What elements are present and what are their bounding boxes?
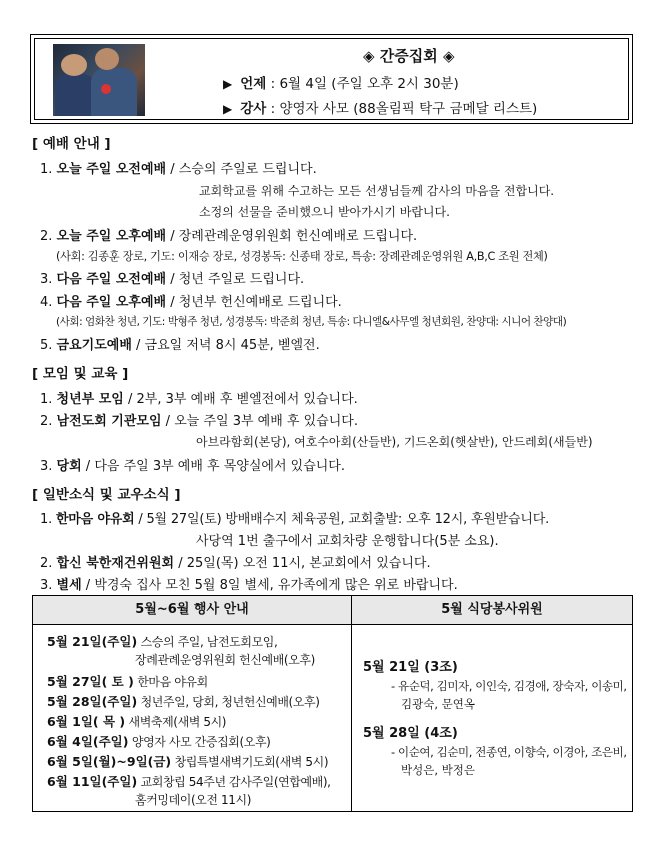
worship-item-2-note: (사회: 김종훈 장로, 기도: 이재승 장로, 성경봉독: 신종태 장로, 특송: 장례관례운영위원 A,B,C 조원 전체): [56, 250, 548, 263]
worship-item-5: 5. 금요기도예배 / 금요일 저녁 8시 45분, 벧엘전.: [40, 338, 320, 353]
news-item-1-sub: 사당역 1번 출구에서 교회차량 운행합니다(5분 소요).: [196, 534, 499, 549]
news-item-1: 1. 한마음 야유회 / 5월 27일(토) 방배배수지 체육공원, 교회출발: 오후 12시, 후원받습니다.: [40, 512, 550, 527]
event-row: 6월 5일(월)~9일(금) 창립특별새벽기도회(새벽 5시): [47, 754, 329, 769]
service-date: 5월 21일 (3조): [363, 660, 458, 675]
service-names: 김광숙, 문연옥: [401, 697, 475, 711]
news-section-title: [ 일반소식 및 교우소식 ]: [32, 487, 181, 503]
meeting-section-title: [ 모임 및 교육 ]: [32, 366, 129, 382]
worship-item-3: 3. 다음 주일 오전예배 / 청년 주일로 드립니다.: [40, 272, 305, 287]
meeting-item-3: 3. 당회 / 다음 주일 3부 예배 후 목양실에서 있습니다.: [40, 459, 345, 474]
speaker-line: ▶ 강사 : 양영자 사모 (88올림픽 탁구 금메달 리스트): [223, 101, 538, 117]
event-row: 5월 21일(주일) 스승의 주일, 남전도회모임,: [47, 634, 278, 649]
worship-item-1-sub1: 교회학교를 위해 수고하는 모든 선생님들께 감사의 마음을 전합니다.: [199, 184, 555, 198]
meeting-item-2-sub: 아브라함회(본당), 여호수아회(산들반), 기드온회(햇살반), 안드레회(새들반): [196, 435, 593, 449]
triangle-right-icon: ▶: [223, 77, 233, 91]
meeting-item-1: 1. 청년부 모임 / 2부, 3부 예배 후 벧엘전에서 있습니다.: [40, 392, 358, 407]
meeting-item-2: 2. 남전도회 기관모임 / 오늘 주일 3부 예배 후 있습니다.: [40, 414, 358, 429]
worship-item-1: 1. 오늘 주일 오전예배 / 스승의 주일로 드립니다.: [40, 162, 317, 177]
table-divider: [351, 596, 352, 811]
events-header: 5월~6월 행사 안내: [33, 596, 351, 625]
worship-item-4: 4. 다음 주일 오후예배 / 청년부 헌신예배로 드립니다.: [40, 295, 342, 310]
service-names: - 이순여, 김순미, 전종연, 이향숙, 이경아, 조은비,: [391, 745, 627, 759]
worship-item-1-sub2: 소정의 선물을 준비했으니 받아가시기 바랍니다.: [199, 205, 450, 219]
worship-item-4-note: (사회: 엄화찬 청년, 기도: 박형주 청년, 성경봉독: 박준희 청년, 특송: 다니엘&사무엘 청년회원, 찬양대: 시니어 찬양대): [56, 316, 567, 328]
schedule-table: [32, 595, 633, 812]
when-line: ▶ 언제 : 6월 4일 (주일 오후 2시 30분): [223, 76, 459, 92]
event-row: 홈커밍데이(오전 11시): [135, 793, 251, 807]
triangle-right-icon: ▶: [223, 102, 233, 116]
flag-emblem: [101, 84, 111, 94]
header-box: [30, 34, 633, 124]
event-row: 6월 11일(주일) 교회창립 54주년 감사주일(연합예배),: [47, 774, 331, 789]
event-row: 5월 27일( 토 ) 한마음 야유회: [47, 674, 208, 689]
event-row: 6월 4일(주일) 양영자 사모 간증집회(오후): [47, 734, 271, 749]
worship-item-2: 2. 오늘 주일 오후예배 / 장례관례운영위원회 헌신예배로 드립니다.: [40, 229, 418, 244]
table-tennis-photo: [53, 44, 145, 116]
header-inner-border: [34, 38, 629, 120]
event-row: 장례관례운영위원회 헌신예배(오후): [135, 653, 315, 667]
news-item-3: 3. 별세 / 박경숙 집사 모친 5월 8일 별세, 유가족에게 많은 위로 바랍니다.: [40, 578, 458, 593]
service-names: - 유순덕, 김미자, 이인숙, 김경애, 장숙자, 이송미,: [391, 679, 627, 693]
news-item-2: 2. 합신 북한재건위원회 / 25일(목) 오전 11시, 본교회에서 있습니다.: [40, 556, 431, 571]
event-title: ◈ 간증집회 ◈: [363, 47, 455, 65]
service-header: 5월 식당봉사위원: [352, 596, 632, 625]
worship-section-title: [ 예배 안내 ]: [32, 136, 111, 152]
event-row: 6월 1일( 목 ) 새벽축제(새벽 5시): [47, 714, 227, 729]
service-date: 5월 28일 (4조): [363, 726, 458, 741]
service-names: 박성은, 박정은: [401, 763, 475, 777]
event-row: 5월 28일(주일) 청년주일, 당회, 청년헌신예배(오후): [47, 694, 320, 709]
